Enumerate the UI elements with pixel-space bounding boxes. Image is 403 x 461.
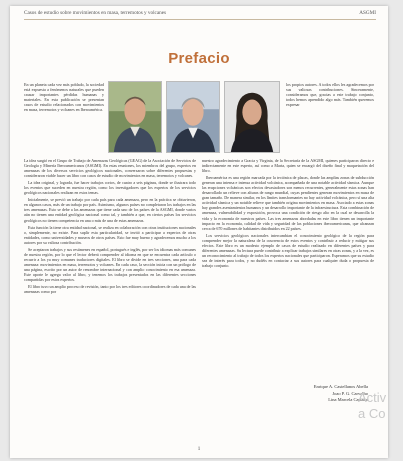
paragraph: La idea surgió en el Grupo de Trabajo de Amenazas Geológicas (GEAG) de la Asociación de Servicios de Geología y Minería Iberoamericanos (ASGMI). En estas reuniones, los miembros del grupo, expertos en amenazas de los diversos servicios geológicos nacionales, conversaron sobre diferentes propuestas y consideraron viable hacer un libro con casos de estudio de movimientos en masa, terremotos y volcanes. xyxy=(24,158,196,179)
left-column-top xyxy=(24,82,104,114)
activation-watermark: Activ a Co xyxy=(358,390,387,421)
running-header-left: Casos de estudio sobre movimientos en masa, terremotos y volcanes xyxy=(24,10,167,16)
paragraph: La idea original, y lograda, fue hacer trabajos cortos, de cuatro a seis páginas, donde se ilustrara todo los eventos que suceden en nuestra región, como los investigadores que los expertos de los servicios geológicos nacionales realizan en estos temas. xyxy=(24,180,196,196)
paragraph: Iberoamérica es una región marcada por la tectónica de placas, donde las amplias zonas de subducción generan una intensa e intensa actividad volcánica, acompañada de una notable actividad sísmica. Aunque las erupciones volcánicas son efectos devastadores son menos recurrentes, generalmente estas zonas han desarrollado un relieve con alturas de rango mundial, cuyas pendientes generan movimientos en masa de gran tamaño. De manera similar, en los límites transformantes no hay actividad volcánica, pero sí una alta actividad sísmica y un notable relieve que también origina movimientos en masa. Asociado a estas zonas hay grandes asentamientos humanos y un desarrollo importante de la infraestructura. Esta combinación de amenaza, vulnerabilidad y exposición, provoca una condición de riesgo alto en la cual se desarrolla la vida y la economía de nuestros países. Las tres amenazas abordadas en este libro tienen un importante impacto en la economía, calidad de vida y seguridad de las poblaciones iberoamericanas, que alcanzan cerca de 670 millones de habitantes distribuidos en 22 países. xyxy=(202,175,374,231)
running-header-right: ASGMI xyxy=(359,10,376,16)
editor-photo-2 xyxy=(166,81,220,153)
page-title: Prefacio xyxy=(168,50,230,67)
paragraph: Esta función la tiene otra entidad nacional, se realiza en colaboración con otras instituciones nacionales o, simplemente, no existe. Para suplir esta particularidad, se invitó a participar a expertos de otras entidades, como universidades y museos de otros países. Esto fue muy bueno y agradecemos mucho a los autores por su valiosa contribución. xyxy=(24,224,196,245)
right-column xyxy=(202,158,374,380)
signature-name: Enrique A. Castellanos Abella xyxy=(313,384,368,389)
left-column xyxy=(24,158,196,393)
paragraph: los propios autores. A todos ellos les agradecemos por sus valiosas contribuciones. Sinceramente, consideramos que, gracias a este trabajo conjunto, todos hemos aprendido algo más. También queremos expresar xyxy=(286,82,374,108)
editor-photo-1 xyxy=(108,81,162,153)
page-number: 1 xyxy=(197,447,201,452)
paragraph: nuestro agradecimiento a Gracia y Virginia, de la Secretaría de la ASGMI, quienes participaron directo e indirectamente en este esperto, así como a Marta, quien se encargó del diseño final y maquetación del libro. xyxy=(202,158,374,174)
document-page xyxy=(10,6,388,458)
paragraph: Se aceptaron trabajos y sus resúmenes en español, portugués e inglés, por ser los idiomas más comunes de nuestra región, por lo que el lector deberá comprender al idioma en que se encuentra cada artículo o recurrir a los ya muy comunes traductores digitales. El libro se divide en tres secciones, una para cada amenaza: movimientos en masa, terremotos y volcanes. En cada caso, la sección inicia con un prólogo de una página, escrito por un autor de renombre internacional y con amplio conocimiento en esa amenaza. Este aporte le agrega valor al libro, y tenemos los trabajos presentados en las diferentes secciones compartidas por estos expertos. xyxy=(24,246,196,283)
signature-name: Lina Marcela Castaño xyxy=(328,397,368,403)
signature-name: Joao P. G. Carvalho xyxy=(332,390,368,396)
paragraph: El libro tuvo un amplio proceso de revisión, tanto por los tres editores coordinadores de cada una de las amenazas como por xyxy=(24,284,196,295)
paragraph: Inicialmente, se previó un trabajo por cada país para cada amenaza, pero en la práctica se obtuvieron, en algunos casos, más de un trabajo por país. Asimismo, algunos países no completaron los trabajos en las tres amenazas. Esto se debe a las amenazas que tiene cada uno de los países de la ASGMI, donde varios aún no tienen una entidad geológica nacional como tal, y también a que, en ciertos países los servicios geológicos no tienen competencia en una o más de una de estas amenazas. xyxy=(24,197,196,223)
header-rule xyxy=(24,19,376,20)
right-column-top xyxy=(286,82,374,109)
editor-photo-3 xyxy=(224,81,280,153)
paragraph: Los servicios geológicos nacionales intercambian el conocimiento geológico de la región para comprender mejor la naturaleza de la ocurrencia de estos eventos y contribuir a reducir y mitigar sus efectos. Este libro es un modesto ejemplo de casos de estudio realizado en diferentes países y para diferentes amenazas. Su lectura puede contribuir a explicar trabajos similares en otras zonas, y a la vez, es un reconocimiento al trabajo de todos los expertos nacionales que participaron. Esperamos que su estudio sea de interés para todos, y no dudéis en contactar a sus autores para cualquier duda o propuesta de trabajo conjunto. xyxy=(202,232,374,268)
paragraph: En un planeta cada vez más poblado, la sociedad está expuesta a fenómenos naturales que pueden causar importantes pérdidas humanas y materiales. En esta publicación se presentan casos de estudio relacionados con movimientos en masa, terremotos y volcanes en Iberoamérica. xyxy=(24,82,104,113)
